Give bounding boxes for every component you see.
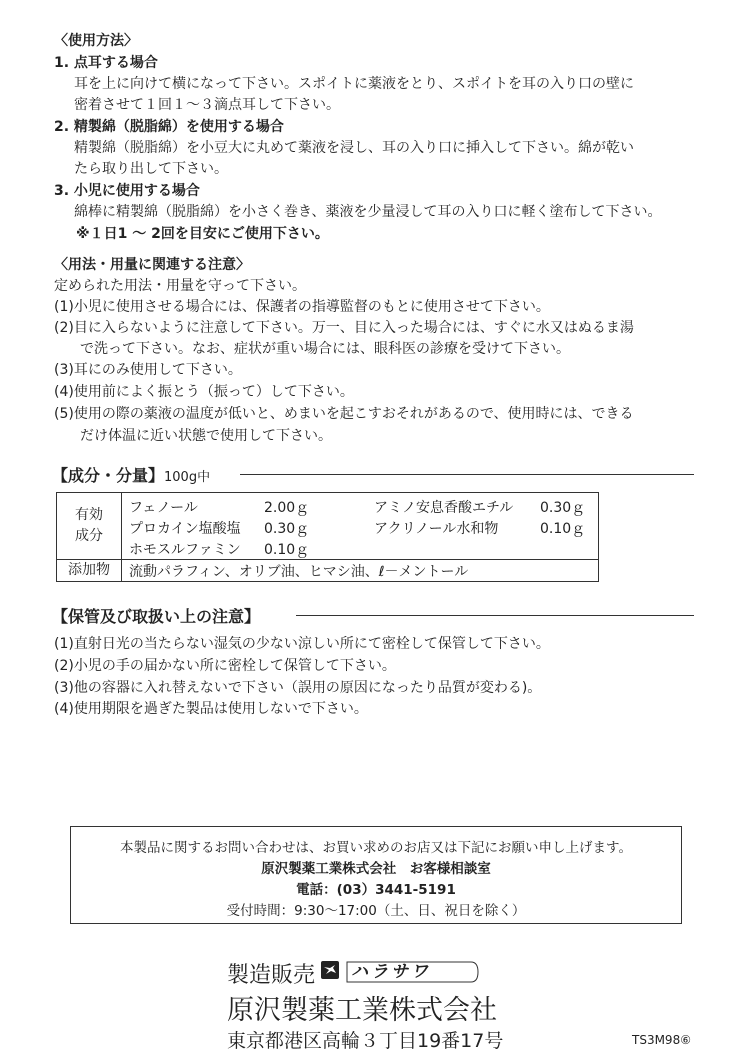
manufacturer-label: 製造販売 [227, 963, 316, 988]
dose-note: ※１日1 ～ 2回を目安にご使用下さい。 [76, 226, 329, 242]
brand-emblem-icon [321, 961, 339, 979]
ingredient-amount: 0.30ｇ [540, 500, 586, 516]
ingredient-name: ホモスルファミン [129, 542, 241, 558]
ingredient-amount: 0.30ｇ [264, 521, 310, 537]
storage-note-4: (4)使用期限を過ぎた製品は使用しないで下さい。 [54, 701, 368, 717]
brand-logo-text: ハラサワ [351, 962, 431, 982]
composition-heading: 【成分・分量】 [52, 466, 165, 485]
bird-icon [321, 961, 339, 979]
usage-item-3-title: 3. 小児に使用する場合 [54, 183, 200, 199]
precautions-intro: 定められた用法・用量を守って下さい。 [54, 278, 306, 294]
precaution-2: (2)目に入らないように注意して下さい。万一、目に入った場合には、すぐに水又はぬるま湯 [54, 320, 634, 336]
brand-logo [343, 961, 479, 983]
usage-item-2-text-cont: たら取り出して下さい。 [74, 161, 228, 177]
active-label-line-2: 成分 [75, 528, 103, 544]
composition-table [56, 492, 599, 582]
usage-item-1-text: 耳を上に向けて横になって下さい。スポイトに薬液をとり、スポイトを耳の入り口の壁に [74, 76, 634, 92]
usage-heading: 〈使用方法〉 [54, 33, 138, 49]
product-code: TS3M98⑥ [632, 1033, 691, 1047]
usage-item-3-text: 綿棒に精製綿（脱脂綿）を小さく巻き、薬液を少量浸して耳の入り口に軽く塗布して下さい。 [74, 204, 662, 220]
composition-rule [240, 474, 694, 475]
precaution-3: (3)耳にのみ使用して下さい。 [54, 362, 242, 378]
contact-box [70, 826, 682, 924]
storage-note-2: (2)小児の手の届かない所に密栓して保管して下さい。 [54, 658, 396, 674]
usage-item-1-title: 1. 点耳する場合 [54, 55, 158, 71]
manufacturer-name: 原沢製薬工業株式会社 [227, 995, 497, 1026]
contact-department: 原沢製薬工業株式会社 お客様相談室 [261, 861, 491, 877]
usage-item-2-title: 2. 精製綿（脱脂綿）を使用する場合 [54, 119, 284, 135]
storage-note-1: (1)直射日光の当たらない湿気の少ない涼しい所にて密栓して保管して下さい。 [54, 636, 550, 652]
storage-heading: 【保管及び取扱い上の注意】 [52, 607, 261, 626]
storage-rule [296, 615, 694, 616]
precaution-2-cont: で洗って下さい。なお、症状が重い場合には、眼科医の診療を受けて下さい。 [80, 341, 570, 357]
ingredient-amount: 2.00ｇ [264, 500, 310, 516]
active-ingredients-label [57, 493, 122, 560]
composition-basis: 100g中 [164, 470, 211, 485]
active-label-line-1: 有効 [75, 507, 103, 523]
precaution-1: (1)小児に使用させる場合には、保護者の指導監督のもとに使用させて下さい。 [54, 299, 550, 315]
ingredient-name: アクリノール水和物 [374, 521, 499, 537]
contact-hours: 受付時間：9:30～17:00（土、日、祝日を除く） [226, 903, 526, 919]
additives-value: 流動パラフィン、オリブ油、ヒマシ油、ℓ－メントール [122, 560, 599, 582]
precaution-5-cont: だけ体温に近い状態で使用して下さい。 [80, 428, 332, 444]
precaution-4: (4)使用前によく振とう（振って）して下さい。 [54, 384, 354, 400]
ingredient-amount: 0.10ｇ [264, 542, 310, 558]
manufacturer-address: 東京都港区高輪３丁目19番17号 [227, 1030, 504, 1052]
precautions-heading: 〈用法・用量に関連する注意〉 [54, 257, 250, 273]
contact-phone[interactable]: 電話：(03）3441-5191 [296, 882, 456, 898]
precaution-5: (5)使用の際の薬液の温度が低いと、めまいを起こすおそれがあるので、使用時には、できる [54, 406, 634, 422]
storage-note-3: (3)他の容器に入れ替えないで下さい（誤用の原因になったり品質が変わる)。 [54, 680, 542, 696]
usage-item-2-text: 精製綿（脱脂綿）を小豆大に丸めて薬液を浸し、耳の入り口に挿入して下さい。綿が乾い [74, 140, 634, 156]
ingredient-name: アミノ安息香酸エチル [374, 500, 514, 516]
contact-intro: 本製品に関するお問い合わせは、お買い求めのお店又は下記にお願い申し上げます。 [120, 840, 632, 856]
ingredient-name: フェノール [129, 500, 198, 516]
usage-item-1-text-cont: 密着させて１回１～３滴点耳して下さい。 [74, 97, 340, 113]
composition-header [52, 463, 210, 486]
ingredient-list [122, 493, 598, 559]
ingredient-amount: 0.10ｇ [540, 521, 586, 537]
additives-label: 添加物 [57, 560, 122, 582]
ingredient-name: プロカイン塩酸塩 [129, 521, 241, 537]
